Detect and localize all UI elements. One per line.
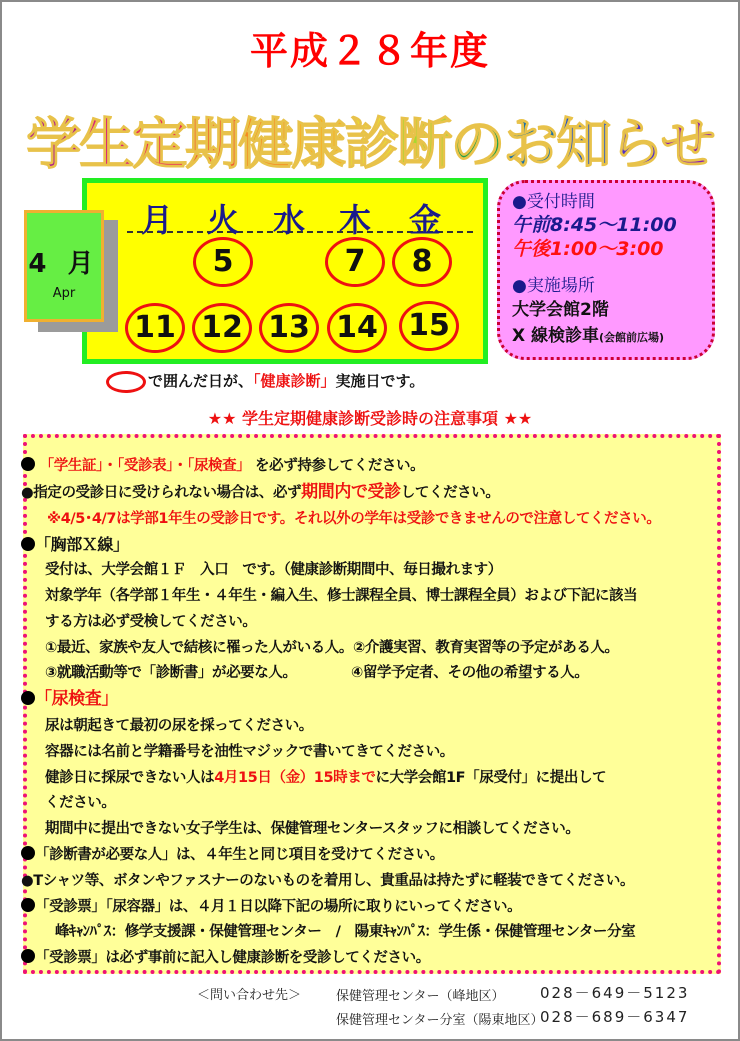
title-char: 期 bbox=[185, 112, 239, 176]
note-text: 「受診票」「尿容器」は、４月１日以降下記の場所に取りにいってください。 bbox=[35, 898, 522, 915]
note-certificate bbox=[27, 843, 717, 869]
place-heading: ●実施場所 bbox=[512, 276, 595, 296]
contact-phone-2: 028－689－6347 bbox=[540, 1008, 690, 1026]
title-char: の bbox=[450, 112, 504, 176]
criteria-item: ③就職活動等で「診断書」が必要な人。 bbox=[45, 665, 297, 682]
notice-title: ★★ 学生定期健康診断受診時の注意事項 ★★ bbox=[207, 409, 533, 428]
title-char: 定 bbox=[132, 112, 186, 176]
section-title: 「尿検査」 bbox=[35, 689, 118, 710]
info-box bbox=[497, 180, 715, 360]
title-char: 健 bbox=[238, 112, 292, 176]
urine-line: 尿は朝起きて最初の尿を採ってください。 bbox=[45, 717, 313, 734]
note-text: してください。 bbox=[400, 484, 500, 501]
weekday-mon: 月 bbox=[140, 201, 173, 239]
note-fill-in bbox=[27, 946, 717, 972]
criteria-item: ②介護実習、教育実習等の予定がある人。 bbox=[352, 639, 619, 656]
exam-day: 12 bbox=[192, 303, 252, 353]
contact-org-2: 保健管理センター分室（陽東地区） bbox=[336, 1013, 544, 1028]
exam-day: 13 bbox=[259, 303, 319, 353]
exam-day: 5 bbox=[193, 237, 253, 287]
calendar bbox=[82, 178, 488, 364]
exam-day: 7 bbox=[325, 237, 385, 287]
note-pickup bbox=[27, 895, 717, 921]
fiscal-year-title: 平成２８年度 bbox=[249, 29, 490, 73]
legend-text: 実施日です。 bbox=[335, 372, 425, 390]
urine-line: 期間中に提出できない女子学生は、保健管理センタースタッフに相談してください。 bbox=[45, 821, 580, 838]
main-title bbox=[25, 100, 715, 179]
note-text: 「受診票」は必ず事前に記入し健康診断を受診してください。 bbox=[35, 950, 430, 967]
urine-line: 容器には名前と学籍番号を油性マジックで書いてきてください。 bbox=[45, 743, 454, 760]
exam-day: 11 bbox=[125, 303, 185, 353]
title-char: 学 bbox=[26, 112, 80, 176]
bullet-icon bbox=[21, 898, 35, 912]
reception-heading: ●受付時間 bbox=[512, 192, 595, 212]
title-char: 康 bbox=[291, 112, 345, 176]
xray-line: する方は必ず受検してください。 bbox=[45, 613, 257, 630]
xray-line: 受付は、大学会館１Ｆ 入口 です。（健康診断期間中、毎日撮れます） bbox=[45, 562, 502, 579]
urine-line bbox=[27, 766, 717, 792]
criteria-item: ④留学予定者、その他の希望する人。 bbox=[351, 665, 589, 682]
urine-title bbox=[27, 687, 717, 714]
note-highlight: 期間内で受診 bbox=[301, 481, 401, 502]
month-label: 4 月 bbox=[28, 249, 100, 279]
title-char: 知 bbox=[556, 112, 610, 176]
bullet-icon bbox=[21, 537, 35, 551]
note-warning: ※4/5･4/7は学部1年生の受診日です。それ以外の学年は受診できませんので注意してください。 bbox=[47, 510, 661, 527]
xray-criteria bbox=[27, 636, 717, 662]
weekday-tue: 火 bbox=[206, 201, 239, 239]
place-2-note: (会館前広場) bbox=[599, 331, 665, 344]
exam-day: 8 bbox=[392, 237, 452, 287]
title-char: ら bbox=[609, 112, 661, 176]
title-char: せ bbox=[660, 112, 714, 176]
note-text: に大学会館1F「尿受付」に提出して bbox=[375, 769, 607, 786]
legend-highlight: 「健康診断」 bbox=[253, 372, 336, 390]
calendar-legend bbox=[106, 370, 424, 393]
bullet-icon bbox=[21, 691, 35, 705]
title-char: 断 bbox=[397, 112, 451, 176]
note-bring bbox=[27, 454, 717, 480]
bullet-icon bbox=[21, 949, 35, 963]
bullet-icon bbox=[21, 457, 35, 471]
month-label-en: Apr bbox=[52, 286, 76, 301]
note-highlight: 4月15日（金）15時まで bbox=[214, 769, 376, 786]
urine-line: ください。 bbox=[45, 795, 116, 812]
exam-day: 14 bbox=[327, 303, 387, 353]
title-char: お bbox=[503, 112, 557, 176]
red-circle-icon bbox=[106, 371, 146, 393]
xray-criteria bbox=[27, 661, 717, 687]
weekday-wed: 水 bbox=[272, 201, 305, 239]
title-char: 診 bbox=[344, 112, 398, 176]
weekday-thu: 木 bbox=[338, 201, 371, 239]
note-highlight: 「学生証」・「受診表」・「尿検査」 bbox=[39, 458, 251, 474]
month-badge bbox=[24, 210, 104, 322]
note-campus-locations: 峰ｷｬﾝﾊﾟｽ：修学支援課・保健管理センター / 陽東ｷｬﾝﾊﾟｽ：学生係・保健管理センター分室 bbox=[55, 924, 636, 941]
note-alternate-day bbox=[21, 480, 717, 507]
place-1: 大学会館2階 bbox=[512, 300, 609, 320]
notes-box bbox=[23, 434, 721, 974]
exam-day: 15 bbox=[399, 301, 459, 351]
note-text: 健診日に採尿できない人は bbox=[45, 769, 215, 786]
note-clothing: ●Tシャツ等、ボタンやファスナーのないものを着用し、貴重品は持たずに軽装できてください。 bbox=[21, 872, 635, 889]
contact-org-1: 保健管理センター（峰地区） bbox=[336, 989, 505, 1004]
contact-phone-1: 028－649－5123 bbox=[540, 984, 690, 1002]
xray-title bbox=[27, 532, 717, 558]
legend-text: で囲んだ日が、 bbox=[148, 372, 254, 390]
note-text: を必ず持参してください。 bbox=[255, 458, 425, 474]
xray-line: 対象学年（各学部１年生・４年生・編入生、修士課程全員、博士課程全員）および下記に該当 bbox=[45, 587, 638, 604]
bullet-icon bbox=[21, 846, 35, 860]
criteria-item: ①最近、家族や友人で結核に罹った人がいる人。 bbox=[45, 639, 353, 656]
contact-label: ＜問い合わせ先＞ bbox=[197, 988, 302, 1003]
note-text: ●指定の受診日に受けられない場合は、必ず bbox=[21, 484, 302, 501]
note-text: 「診断書が必要な人」は、４年生と同じ項目を受けてください。 bbox=[35, 846, 444, 863]
weekday-fri: 金 bbox=[408, 201, 441, 239]
section-title: 「胸部Ｘ線」 bbox=[35, 535, 129, 555]
place-2-text: X 線検診車 bbox=[512, 326, 600, 346]
title-char: 生 bbox=[79, 112, 133, 176]
morning-hours: 午前8:45～11:00 bbox=[512, 214, 677, 236]
afternoon-hours: 午後1:00～3:00 bbox=[512, 238, 664, 260]
place-2 bbox=[512, 323, 712, 351]
